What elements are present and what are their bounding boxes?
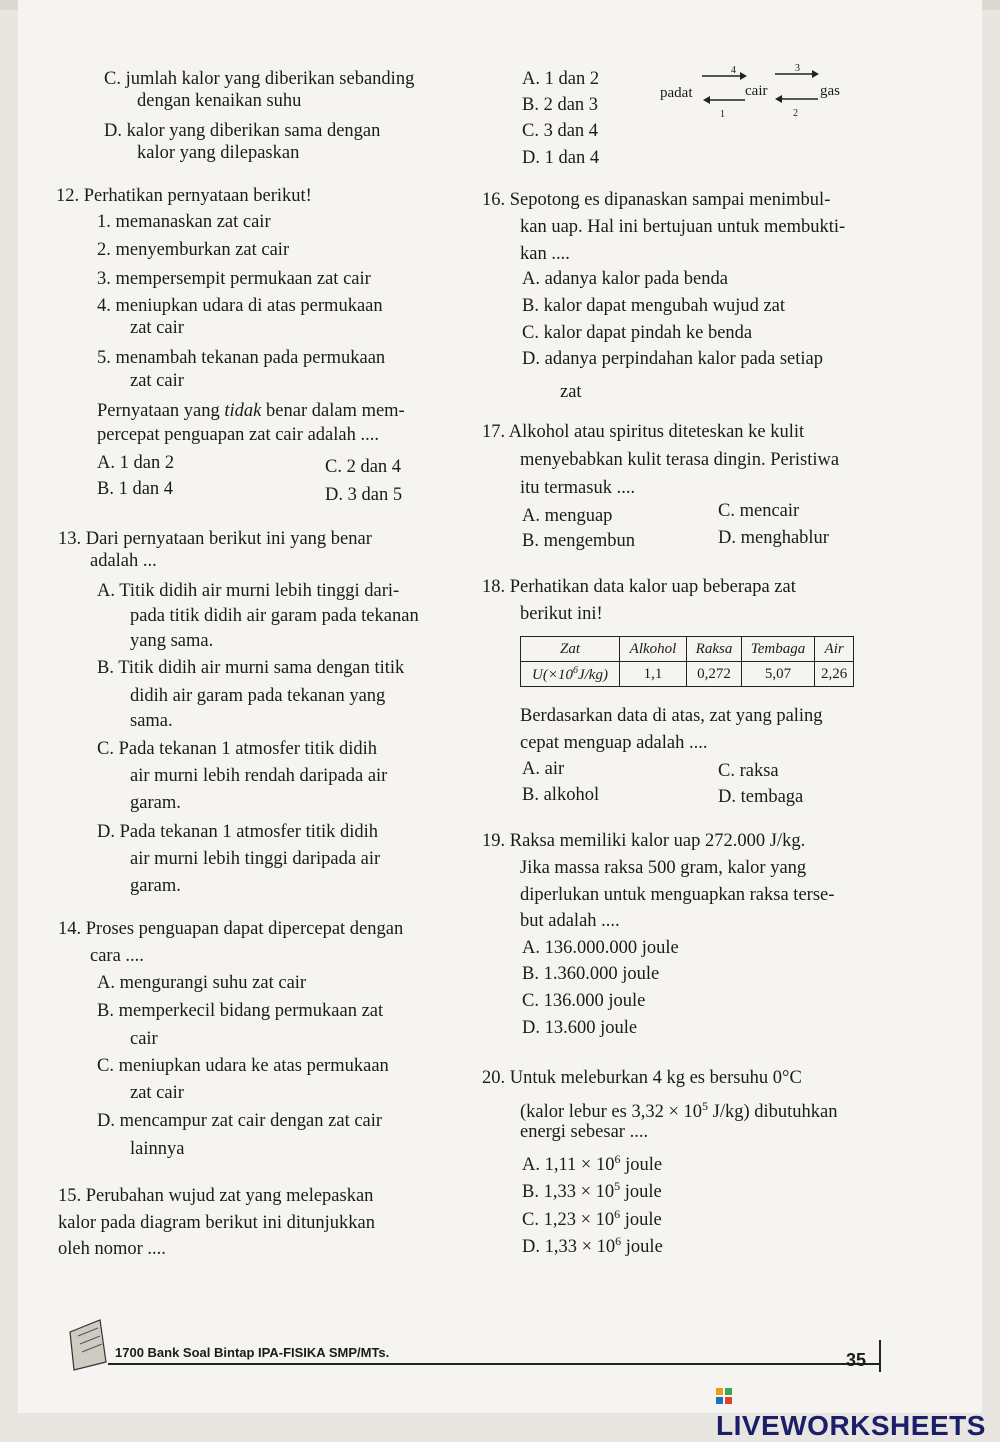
q12-statement-3: 3. mempersempit permukaan zat cair (97, 269, 371, 289)
q16-line-1: 16. Sepotong es dipanaskan sampai menimbul- (482, 190, 831, 210)
diagram-arrow-2: 2 (793, 108, 798, 119)
q13-heading: 13. Dari pernyataan berikut ini yang benar (58, 529, 372, 549)
q13-option-c: C. Pada tekanan 1 atmosfer titik didih (97, 739, 378, 759)
q17-option-c: C. mencair (718, 501, 800, 521)
q20-option-c-exponent: 6 (614, 1207, 621, 1221)
q12-statement-1: 1. memanaskan zat cair (97, 212, 271, 232)
q20-option-a (522, 1148, 662, 1176)
q15-line-3: oleh nomor .... (58, 1239, 166, 1259)
q12-statement-2: 2. menyemburkan zat cair (97, 240, 290, 260)
q12-statement-5-cont: zat cair (130, 371, 184, 391)
q13-option-a-cont2: yang sama. (130, 631, 214, 651)
q20-option-d (522, 1230, 663, 1258)
q20-line-1: 20. Untuk meleburkan 4 kg es bersuhu 0°C (482, 1068, 802, 1088)
q15-option-d: D. 1 dan 4 (522, 148, 600, 168)
q13-option-b-cont2: sama. (130, 711, 173, 731)
table-header-cell: Tembaga (742, 637, 815, 662)
q14-heading-cont: cara .... (90, 946, 144, 966)
q20-latent-heat-exponent: 5 (702, 1099, 709, 1113)
table-row (521, 662, 854, 687)
table-unit-exponent: 6 (572, 664, 578, 676)
q14-option-c: C. meniupkan udara ke atas permukaan (97, 1056, 389, 1076)
q20-option-d-exponent: 6 (615, 1234, 622, 1248)
q20-option-b-value: B. 1,33 × 10 (522, 1182, 615, 1203)
diagram-arrow-4: 4 (731, 65, 736, 76)
q14-heading: 14. Proses penguapan dapat dipercepat dengan (58, 919, 404, 939)
q20-option-c (522, 1203, 662, 1231)
q13-option-d-cont: air murni lebih tinggi daripada air (130, 849, 381, 869)
q20-option-a-unit: joule (620, 1155, 663, 1176)
q17-option-a: A. menguap (522, 506, 613, 526)
q18-line-2: berikut ini! (520, 604, 603, 624)
q18-line-3: Berdasarkan data di atas, zat yang paling (520, 706, 823, 726)
q13-option-a-cont: pada titik didih air garam pada tekanan (130, 606, 419, 626)
q12-option-d: D. 3 dan 5 (325, 485, 403, 505)
q13-option-b: B. Titik didih air murni sama dengan titik (97, 658, 405, 678)
q13-option-d-cont2: garam. (130, 876, 181, 896)
table-unit-text-end: J/kg) (577, 666, 608, 683)
table-header-cell: Zat (521, 637, 620, 662)
q13-option-c-cont: air murni lebih rendah daripada air (130, 766, 388, 786)
q18-line-4: cepat menguap adalah .... (520, 733, 708, 753)
footer-book-title: 1700 Bank Soal Bintap IPA-FISIKA SMP/MTs. (115, 1345, 390, 1360)
q16-option-d: D. adanya perpindahan kalor pada setiap (522, 349, 824, 369)
table-cell: 2,26 (815, 662, 854, 687)
q12-option-b: B. 1 dan 4 (97, 479, 174, 499)
q13-option-a: A. Titik didih air murni lebih tinggi dari- (97, 581, 400, 601)
q19-option-c: C. 136.000 joule (522, 991, 646, 1011)
q20-latent-heat-unit: J/kg) dibutuhkan (708, 1102, 838, 1123)
q11-option-d-cont: kalor yang dilepaskan (137, 143, 300, 163)
q16-option-b: B. kalor dapat mengubah wujud zat (522, 296, 786, 316)
q15-option-b: B. 2 dan 3 (522, 95, 599, 115)
table-row-label (521, 662, 620, 687)
q16-line-2: kan uap. Hal ini bertujuan untuk membukti- (520, 217, 846, 237)
q12-statement-4: 4. meniupkan udara di atas permukaan (97, 296, 383, 316)
table-unit-text: U(×10 (532, 666, 573, 683)
q19-line-2: Jika massa raksa 500 gram, kalor yang (520, 858, 807, 878)
liveworksheets-logo-icon (716, 1388, 732, 1404)
q18-option-d: D. tembaga (718, 787, 804, 807)
q14-option-b: B. memperkecil bidang permukaan zat (97, 1001, 384, 1021)
q11-option-c: C. jumlah kalor yang diberikan sebanding (104, 69, 415, 89)
q12-question-line-2: percepat penguapan zat cair adalah .... (97, 425, 379, 445)
q18-option-b: B. alkohol (522, 785, 600, 805)
q17-line-1: 17. Alkohol atau spiritus diteteskan ke kulit (482, 422, 805, 442)
table-cell: 5,07 (742, 662, 815, 687)
q13-option-b-cont: didih air garam pada tekanan yang (130, 686, 386, 706)
page-number: 35 (846, 1350, 867, 1370)
q12-question-line-1: Pernyataan yang tidak benar dalam mem- (97, 401, 405, 421)
q13-option-c-cont2: garam. (130, 793, 181, 813)
q20-option-c-value: C. 1,23 × 10 (522, 1210, 615, 1231)
q17-option-b: B. mengembun (522, 531, 636, 551)
q20-option-b (522, 1175, 662, 1203)
q13-heading-cont: adalah ... (90, 551, 157, 571)
q17-line-3: itu termasuk .... (520, 478, 636, 498)
q19-option-b: B. 1.360.000 joule (522, 964, 660, 984)
q20-option-d-value: D. 1,33 × 10 (522, 1237, 616, 1258)
q14-option-b-cont: cair (130, 1029, 158, 1049)
q16-line-3: kan .... (520, 244, 570, 264)
q20-option-c-unit: joule (620, 1210, 662, 1231)
q11-option-c-cont: dengan kenaikan suhu (137, 91, 302, 111)
phase-change-arrows (690, 62, 830, 122)
q19-line-4: but adalah .... (520, 911, 620, 931)
q15-option-a: A. 1 dan 2 (522, 69, 600, 89)
q11-option-d: D. kalor yang diberikan sama dengan (104, 121, 381, 141)
q15-option-c: C. 3 dan 4 (522, 121, 599, 141)
q20-option-a-exponent: 6 (614, 1152, 621, 1166)
q16-option-a: A. adanya kalor pada benda (522, 269, 728, 289)
q13-option-d: D. Pada tekanan 1 atmosfer titik didih (97, 822, 379, 842)
q17-line-2: menyebabkan kulit terasa dingin. Peristiwa (520, 450, 840, 470)
q12-option-a: A. 1 dan 2 (97, 453, 175, 473)
q20-line-3: energi sebesar .... (520, 1122, 649, 1142)
q18-option-a: A. air (522, 759, 565, 779)
q20-option-a-value: A. 1,11 × 10 (522, 1155, 615, 1176)
diagram-label-padat: padat (660, 85, 693, 101)
q20-latent-heat-text: (kalor lebur es 3,32 × 10 (520, 1102, 703, 1123)
q20-option-d-unit: joule (621, 1237, 663, 1258)
q16-option-c: C. kalor dapat pindah ke benda (522, 323, 753, 343)
table-header-row (521, 637, 854, 662)
q12-heading: 12. Perhatikan pernyataan berikut! (56, 186, 312, 206)
q12-statement-5: 5. menambah tekanan pada permukaan (97, 348, 386, 368)
diagram-arrow-1: 1 (720, 109, 725, 120)
q19-line-3: diperlukan untuk menguapkan raksa terse- (520, 885, 835, 905)
table-cell: 1,1 (620, 662, 687, 687)
footer-book-graphic (60, 1312, 890, 1374)
q14-option-c-cont: zat cair (130, 1083, 184, 1103)
q18-line-1: 18. Perhatikan data kalor uap beberapa zat (482, 577, 796, 597)
q12-statement-4-cont: zat cair (130, 318, 184, 338)
table-cell: 0,272 (687, 662, 742, 687)
diagram-label-cair: cair (745, 83, 768, 99)
diagram-label-gas: gas (820, 83, 840, 99)
table-header-cell: Raksa (687, 637, 742, 662)
q20-line-2 (520, 1095, 838, 1123)
liveworksheets-watermark (716, 1378, 1000, 1442)
q15-line-2: kalor pada diagram berikut ini ditunjukkan (58, 1213, 375, 1233)
liveworksheets-text: LIVEWORKSHEETS (716, 1410, 986, 1441)
vaporization-heat-table (520, 636, 854, 687)
q14-option-d-cont: lainnya (130, 1139, 185, 1159)
q15-line-1: 15. Perubahan wujud zat yang melepaskan (58, 1186, 374, 1206)
q20-option-b-unit: joule (620, 1182, 662, 1203)
q19-option-d: D. 13.600 joule (522, 1018, 638, 1038)
table-header-cell: Alkohol (620, 637, 687, 662)
q18-option-c: C. raksa (718, 761, 779, 781)
q14-option-a: A. mengurangi suhu zat cair (97, 973, 307, 993)
q19-option-a: A. 136.000.000 joule (522, 938, 679, 958)
q17-option-d: D. menghablur (718, 528, 829, 548)
q16-option-d-cont: zat (560, 382, 582, 402)
q12-option-c: C. 2 dan 4 (325, 457, 402, 477)
q19-line-1: 19. Raksa memiliki kalor uap 272.000 J/kg. (482, 831, 806, 851)
diagram-arrow-3: 3 (795, 63, 800, 74)
q14-option-d: D. mencampur zat cair dengan zat cair (97, 1111, 383, 1131)
table-header-cell: Air (815, 637, 854, 662)
q20-option-b-exponent: 5 (614, 1179, 621, 1193)
